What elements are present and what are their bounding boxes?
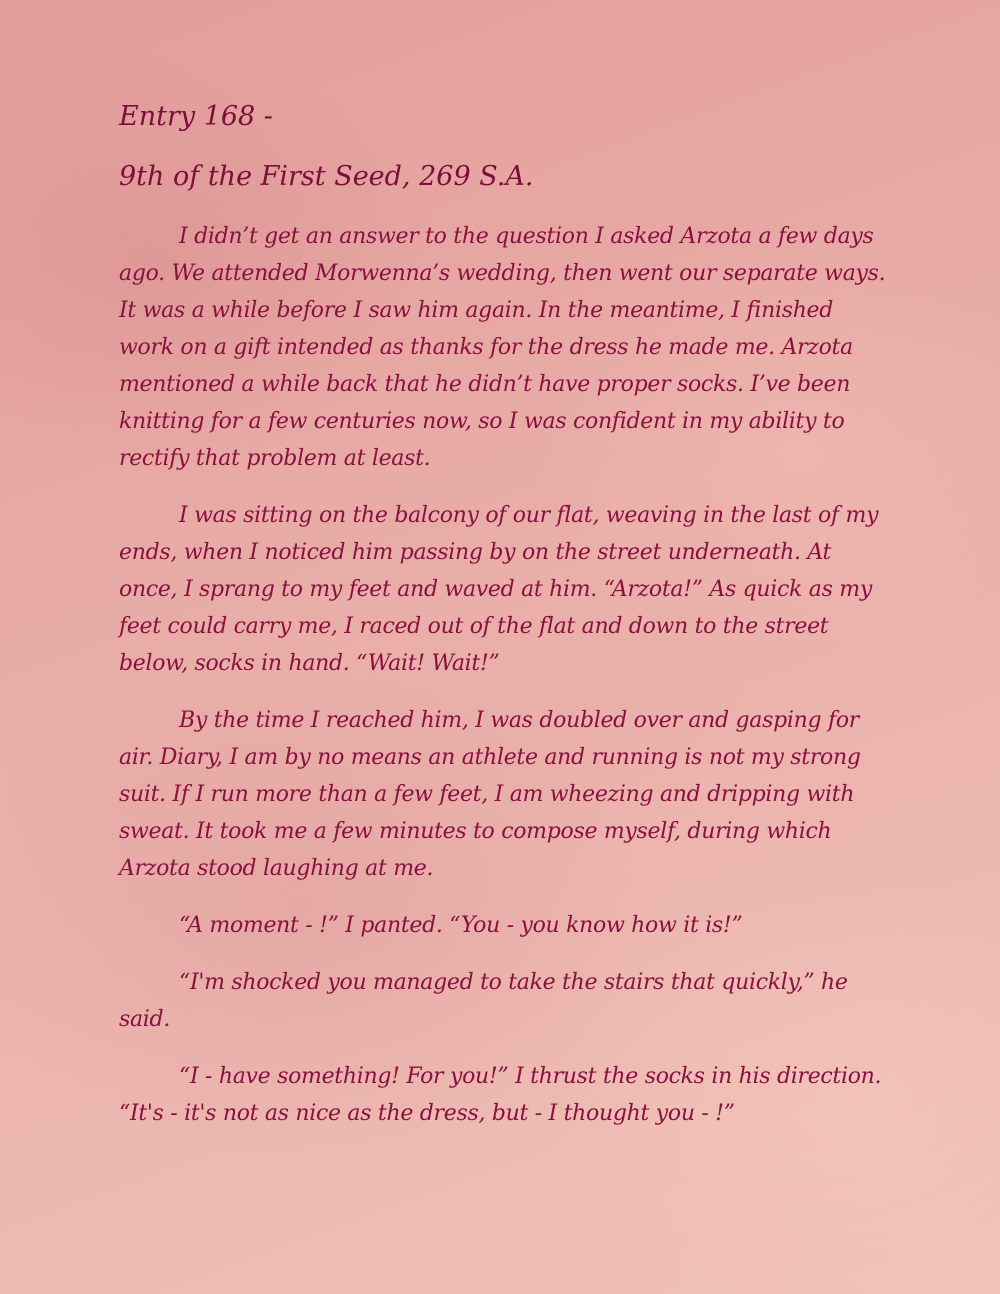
paragraph-5: “I'm shocked you managed to take the stairs that quickly,” he said. bbox=[119, 970, 848, 1032]
entry-title: Entry 168 - bbox=[119, 101, 273, 132]
paragraph-2: I was sitting on the balcony of our flat, weaving in the last of my ends, when I noticed him passing by on the street underneath. At once, I sprang to my feet and waved at him. “Arzota!” As quick as my feet could carry me, I raced out of the flat and down to the street below, socks in hand. “Wait! Wait!” bbox=[119, 503, 879, 676]
paragraph-1: I didn’t get an answer to the question I asked Arzota a few days ago. We attended Morwenna’s wedding, then went our separate ways. It was a while before I saw him again. In the meantime, I finished work on a gift intended as thanks for the dress he made me. Arzota mentioned a while back that he didn’t have proper socks. I’ve been knitting for a few centuries now, so I was confident in my ability to rectify that problem at least. bbox=[119, 224, 886, 471]
entry-date: 9th of the First Seed, 269 S.A. bbox=[119, 161, 534, 192]
paragraph-3: By the time I reached him, I was doubled over and gasping for air. Diary, I am by no means an athlete and running is not my strong suit. If I run more than a few feet, I am wheezing and dripping with sweat. It took me a few minutes to compose myself, during which Arzota stood laughing at me. bbox=[119, 708, 861, 881]
paragraph-6: “I - have something! For you!” I thrust the socks in his direction. “It's - it's not as nice as the dress, but - I thought you - !” bbox=[119, 1064, 882, 1126]
diary-entry bbox=[119, 98, 889, 1152]
paragraph-4: “A moment - !” I panted. “You - you know how it is!” bbox=[179, 913, 743, 938]
